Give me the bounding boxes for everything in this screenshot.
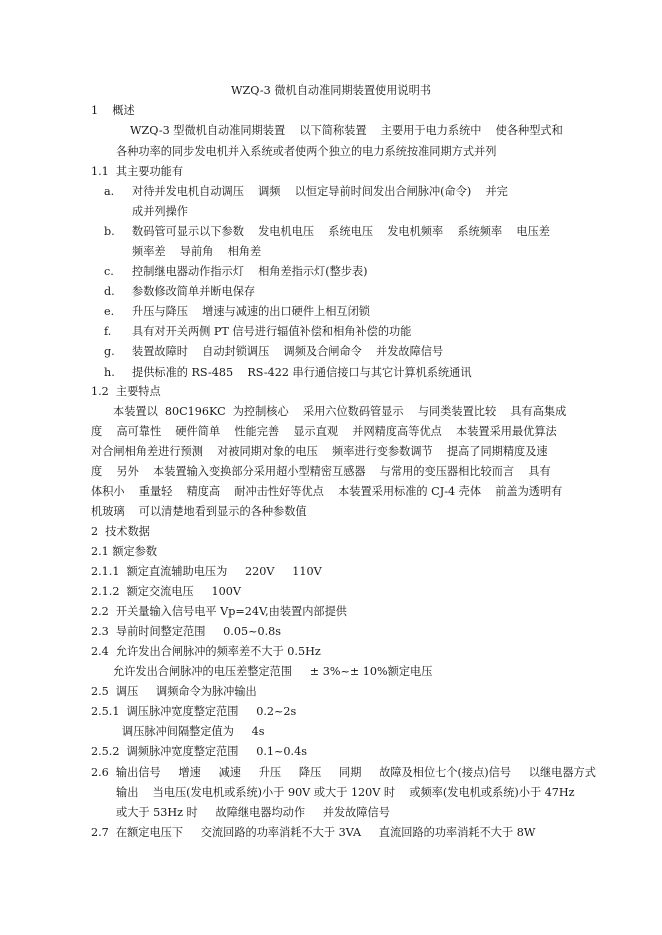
spec-line: 2.1.1 额定直流辅助电压为 220V 110V: [91, 565, 322, 578]
list-marker: d.: [104, 285, 115, 298]
spec-line: 允许发出合闸脉冲的电压差整定范围 ± 3%~± 10%额定电压: [113, 665, 433, 678]
section-heading: 1.1 其主要功能有: [91, 165, 184, 178]
list-item-text: 提供标准的 RS-485 RS-422 串行通信接口与其它计算机系统通讯: [132, 366, 472, 379]
spec-line: 2.5.1 调压脉冲宽度整定范围 0.2~2s: [91, 705, 297, 718]
section-heading: 2.1 额定参数: [91, 545, 158, 558]
spec-line: 2.5 调压 调频命令为脉冲输出: [91, 685, 257, 698]
section-heading: 2 技术数据: [91, 525, 150, 538]
list-item-text: 升压与降压 增速与减速的出口硬件上相互闭锁: [132, 305, 370, 318]
list-item-text: 对待并发电机自动调压 调频 以恒定导前时间发出合闸脉冲(命令) 并完: [132, 185, 508, 198]
paragraph-line: WZQ-3 型微机自动准同期装置 以下简称装置 主要用于电力系统中 使各种型式和: [130, 124, 563, 137]
list-marker: f.: [104, 325, 112, 338]
spec-line: 2.2 开关量输入信号电平 Vp=24V,由装置内部提供: [91, 605, 347, 618]
list-item-text: 频率差 导前角 相角差: [132, 245, 262, 258]
spec-line: 2.3 导前时间整定范围 0.05~0.8s: [91, 625, 282, 638]
spec-line: 2.5.2 调频脉冲宽度整定范围 0.1~0.4s: [91, 745, 307, 758]
spec-line: 2.1.2 额定交流电压 100V: [91, 585, 241, 598]
list-marker: c.: [104, 265, 114, 278]
document-title: WZQ-3 微机自动准同期装置使用说明书: [231, 84, 431, 97]
list-item-text: 参数修改简单并断电保存: [132, 285, 256, 298]
spec-line: 或大于 53Hz 时 故障继电器均动作 并发故障信号: [116, 806, 390, 819]
paragraph-line: 度 高可靠性 硬件简单 性能完善 显示直观 并网精度高等优点 本装置采用最优算法: [91, 425, 557, 438]
list-marker: b.: [104, 225, 115, 238]
spec-line: 2.4 允许发出合闸脉冲的频率差不大于 0.5Hz: [91, 645, 321, 658]
section-heading: 1 概述: [91, 104, 135, 117]
spec-line: 调压脉冲间隔整定值为 4s: [122, 725, 265, 738]
paragraph-line: 本装置以 80C196KC 为控制核心 采用六位数码管显示 与同类装置比较 具有高集成: [113, 405, 567, 418]
list-item-text: 具有对开关两侧 PT 信号进行辐值补偿和相角补偿的功能: [132, 325, 412, 338]
section-heading: 1.2 主要特点: [91, 385, 161, 398]
paragraph-line: 度 另外 本装置输入变换部分采用超小型精密互感器 与常用的变压器相比较而言 具有: [91, 465, 551, 478]
paragraph-line: 体积小 重量轻 精度高 耐冲击性好等优点 本装置采用标准的 CJ-4 壳体 前盖为透明有: [91, 485, 563, 498]
list-item-text: 成并列操作: [132, 205, 188, 218]
list-marker: a.: [104, 185, 115, 198]
list-marker: h.: [104, 366, 115, 379]
paragraph-line: 机玻璃 可以清楚地看到显示的各种参数值: [91, 505, 307, 518]
spec-line: 2.6 输出信号 增速 减速 升压 降压 同期 故障及相位七个(接点)信号 以继电器方式: [91, 766, 596, 779]
paragraph-line: 对合闸相角差进行预测 对被同期对象的电压 频率进行变参数调节 提高了同期精度及速: [91, 445, 548, 458]
spec-line: 输出 当电压(发电机或系统)小于 90V 或大于 120V 时 或频率(发电机或系统)小于 47Hz: [116, 786, 575, 799]
list-item-text: 控制继电器动作指示灯 相角差指示灯(整步表): [132, 265, 368, 278]
paragraph-line: 各种功率的同步发电机并入系统或者使两个独立的电力系统按准同期方式并列: [116, 145, 497, 158]
list-marker: e.: [104, 305, 115, 318]
list-item-text: 装置故障时 自动封锁调压 调频及合闸命令 并发故障信号: [132, 345, 444, 358]
list-marker: g.: [104, 345, 115, 358]
list-item-text: 数码管可显示以下参数 发电机电压 系统电压 发电机频率 系统频率 电压差: [132, 225, 550, 238]
spec-line: 2.7 在额定电压下 交流回路的功率消耗不大于 3VA 直流回路的功率消耗不大于 8W: [91, 826, 536, 839]
